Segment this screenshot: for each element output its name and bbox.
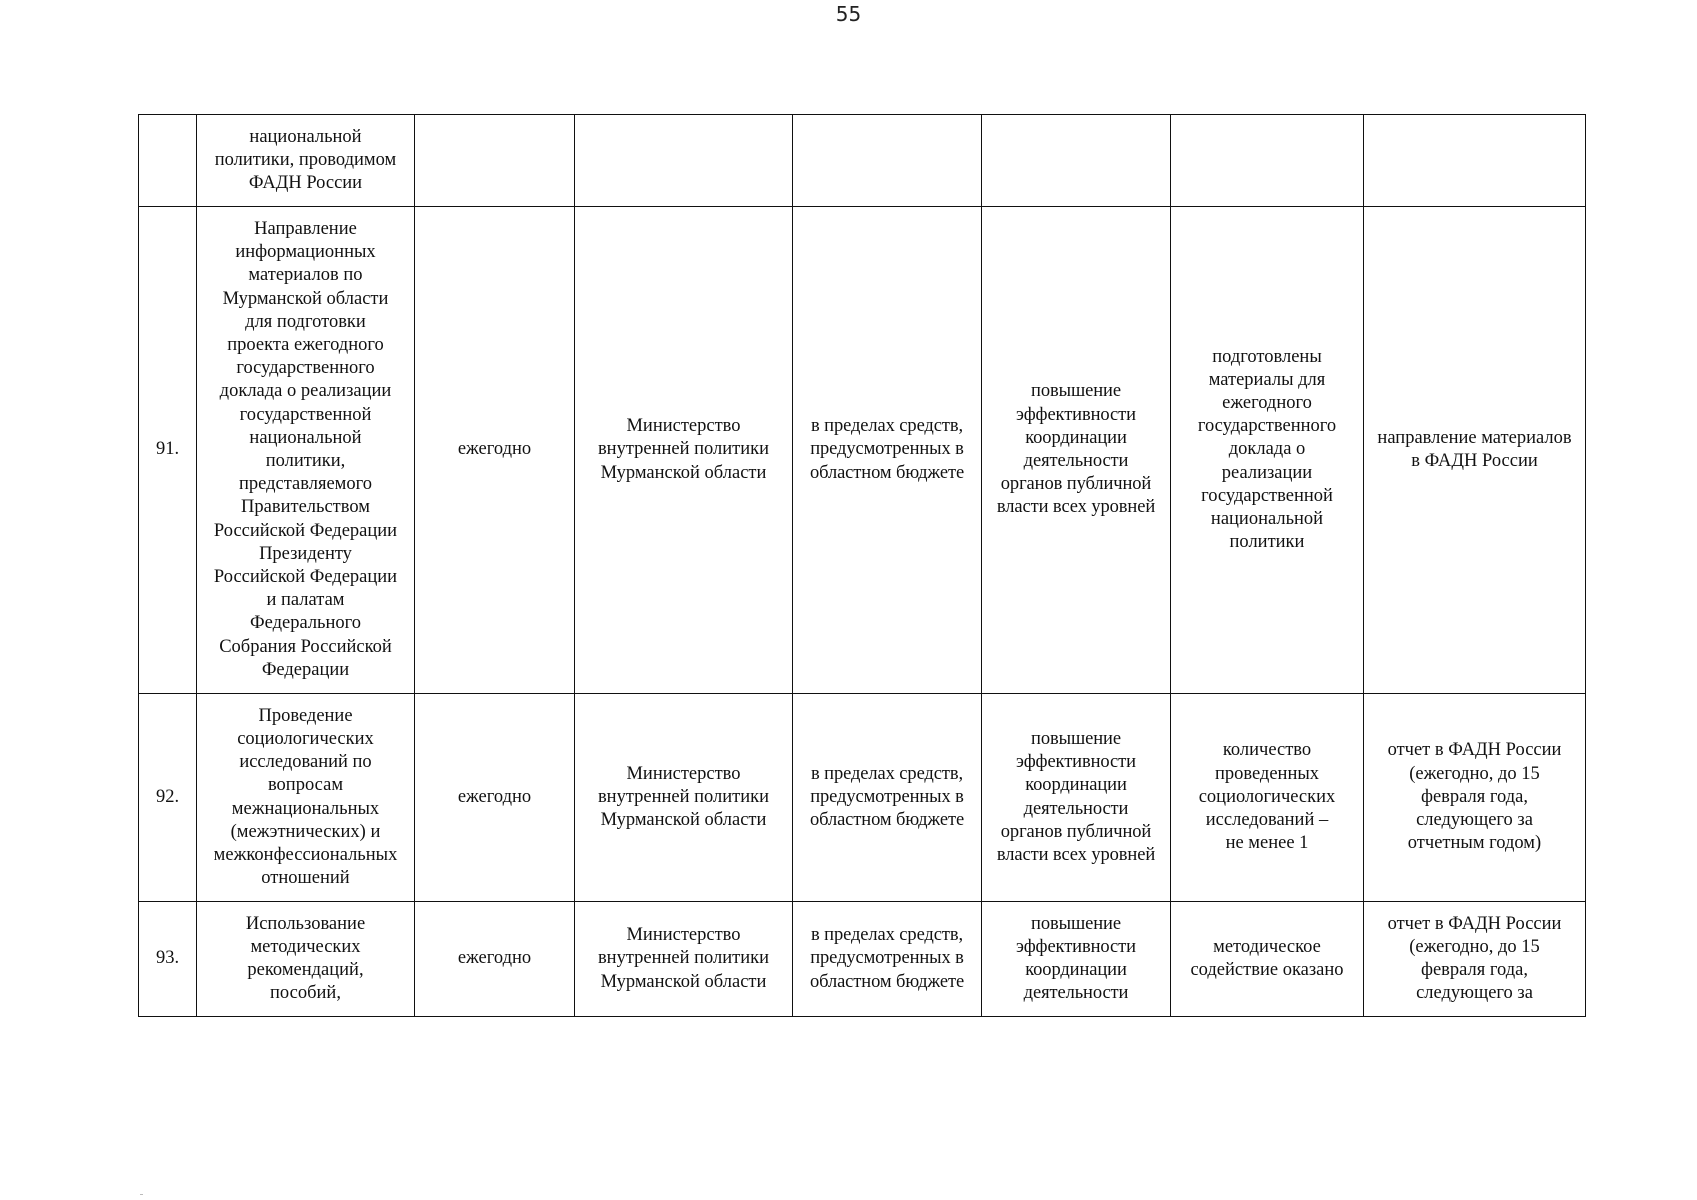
executor-cell <box>575 902 793 1017</box>
event-text-line: материалов по <box>248 265 363 286</box>
event-text-line: проекта ежегодного <box>227 334 384 355</box>
result-text-line: следующего за <box>1416 810 1533 831</box>
event-text-line: и палатам <box>266 590 345 611</box>
executor-text-line: Мурманской области <box>600 462 767 483</box>
event-text-line: национальной <box>249 126 362 147</box>
indicator-text-line: государственной <box>1201 485 1333 506</box>
goal-cell <box>982 902 1171 1017</box>
event-text-line: ФАДН России <box>248 173 363 194</box>
event-cell <box>197 115 415 207</box>
executor-cell <box>575 694 793 902</box>
row-number-cell: 92. <box>139 694 197 902</box>
goal-text-line: координации <box>1025 775 1127 796</box>
event-text-line: рекомендаций, <box>247 960 364 980</box>
event-cell <box>197 694 415 902</box>
goal-text-line: деятельности <box>1023 798 1129 819</box>
event-text-line: представляемого <box>238 474 373 495</box>
goal-cell <box>982 694 1171 902</box>
event-text-line: Мурманской области <box>222 288 389 309</box>
financing-text-line: в пределах средств, <box>810 416 964 437</box>
indicator-text-line: исследований – <box>1205 810 1329 831</box>
event-text-line: пособий, <box>270 983 341 1004</box>
indicator-text-line: не менее 1 <box>1225 833 1309 854</box>
table-row-91 <box>139 207 1586 694</box>
result-text-line: февраля года, <box>1420 786 1529 807</box>
row-number-cell: 91. <box>139 207 197 694</box>
term-cell: ежегодно <box>415 694 575 902</box>
result-text-line: в ФАДН России <box>1411 451 1538 471</box>
event-text-line: Президенту <box>259 543 352 564</box>
term-cell <box>415 115 575 207</box>
result-cell <box>1364 694 1586 902</box>
executor-cell <box>575 115 793 207</box>
indicator-text-line: политики <box>1229 532 1305 553</box>
indicator-text-line: реализации <box>1221 462 1313 483</box>
goal-cell <box>982 115 1171 207</box>
financing-cell <box>793 115 982 207</box>
event-text-line: межнациональных <box>231 798 380 819</box>
result-text-line: (ежегодно, до 15 <box>1409 936 1540 957</box>
financing-text-line: в пределах средств, <box>810 925 964 946</box>
executor-text-line: Мурманской области <box>600 971 767 992</box>
indicator-cell <box>1171 207 1364 694</box>
event-text-line: Федерального <box>249 613 362 634</box>
financing-text-line: областном бюджете <box>809 462 965 483</box>
result-text-line: отчетным годом) <box>1407 833 1542 854</box>
result-cell <box>1364 207 1586 694</box>
goal-text-line: повышение <box>1031 381 1121 402</box>
indicator-text-line: проведенных <box>1214 763 1320 784</box>
term-cell: ежегодно <box>415 207 575 694</box>
table-row-continuation <box>139 115 1586 207</box>
scan-artifact <box>140 1194 143 1195</box>
result-cell <box>1364 115 1586 207</box>
executor-text-line: Министерство <box>626 416 741 437</box>
financing-cell <box>793 902 982 1017</box>
financing-cell <box>793 694 982 902</box>
goal-text-line: эффективности <box>1016 752 1136 773</box>
goal-text-line: деятельности <box>1023 983 1129 1004</box>
financing-cell <box>793 207 982 694</box>
event-text-line: межконфессиональных <box>213 844 398 865</box>
indicator-text-line: материалы для <box>1208 369 1326 390</box>
goal-text-line: органов публичной <box>1000 821 1152 842</box>
goal-text-line: повышение <box>1031 728 1121 749</box>
event-cell <box>197 207 415 694</box>
goal-cell <box>982 207 1171 694</box>
event-text-line: доклада о реализации <box>219 381 392 402</box>
event-text-line: политики, <box>265 451 346 471</box>
goal-text-line: эффективности <box>1016 936 1136 957</box>
table-row-92 <box>139 694 1586 902</box>
event-text-line: социологических <box>237 728 374 749</box>
result-text-line: отчет в ФАДН России <box>1387 913 1562 934</box>
goal-text-line: власти всех уровней <box>996 497 1156 518</box>
goal-text-line: эффективности <box>1016 404 1136 425</box>
indicator-text-line: методическое <box>1213 936 1321 957</box>
event-text-line: национальной <box>249 427 362 448</box>
indicator-text-line: доклада о <box>1228 439 1306 460</box>
row-number-cell: 93. <box>139 902 197 1017</box>
indicator-text-line: ежегодного <box>1222 392 1312 413</box>
event-text-line: методических <box>250 936 361 957</box>
action-plan-table <box>138 114 1586 1017</box>
executor-text-line: Мурманской области <box>600 810 767 831</box>
goal-text-line: повышение <box>1031 913 1121 934</box>
event-text-line: Федерации <box>261 659 350 680</box>
event-text-line: исследований по <box>239 752 372 773</box>
indicator-text-line: содействие оказано <box>1190 960 1344 980</box>
event-text-line: Направление <box>254 218 357 239</box>
table-row-93 <box>139 902 1586 1017</box>
event-text-line: Проведение <box>258 705 353 726</box>
financing-text-line: предусмотренных в <box>810 786 964 807</box>
event-text-line: государственного <box>236 358 375 379</box>
goal-text-line: власти всех уровней <box>996 844 1156 865</box>
executor-text-line: Министерство <box>626 925 741 946</box>
event-text-line: политики, проводимом <box>214 149 397 170</box>
result-text-line: направление материалов <box>1377 427 1572 448</box>
indicator-cell <box>1171 115 1364 207</box>
financing-text-line: предусмотренных в <box>810 439 964 460</box>
result-text-line: отчет в ФАДН России <box>1387 740 1562 761</box>
event-text-line: для подготовки <box>245 311 366 332</box>
row-number-cell <box>139 115 197 207</box>
event-text-line: Российской Федерации <box>213 567 398 588</box>
financing-text-line: областном бюджете <box>809 810 965 831</box>
indicator-text-line: подготовлены <box>1212 346 1322 367</box>
event-text-line: информационных <box>235 242 376 263</box>
event-text-line: (межэтнических) и <box>230 821 381 842</box>
indicator-text-line: социологических <box>1198 786 1336 807</box>
financing-text-line: областном бюджете <box>809 971 965 992</box>
goal-text-line: координации <box>1025 427 1127 448</box>
event-text-line: государственной <box>239 404 372 425</box>
result-text-line: (ежегодно, до 15 <box>1409 763 1540 784</box>
indicator-cell <box>1171 694 1364 902</box>
executor-cell <box>575 207 793 694</box>
financing-text-line: предусмотренных в <box>810 948 964 969</box>
term-cell: ежегодно <box>415 902 575 1017</box>
indicator-cell <box>1171 902 1364 1017</box>
event-text-line: Использование <box>245 913 366 934</box>
event-cell <box>197 902 415 1017</box>
event-text-line: Правительством <box>241 497 370 518</box>
goal-text-line: координации <box>1025 960 1127 980</box>
indicator-text-line: национальной <box>1210 509 1324 529</box>
result-text-line: февраля года, <box>1420 960 1529 980</box>
executor-text-line: Министерство <box>626 763 741 784</box>
financing-text-line: в пределах средств, <box>810 763 964 784</box>
executor-text-line: внутренней политики <box>597 948 770 969</box>
event-text-line: отношений <box>261 868 350 889</box>
event-text-line: вопросам <box>267 775 344 796</box>
executor-text-line: внутренней политики <box>597 786 770 807</box>
goal-text-line: деятельности <box>1023 451 1129 471</box>
page-number: 55 <box>835 2 862 26</box>
executor-text-line: внутренней политики <box>597 439 770 460</box>
result-cell <box>1364 902 1586 1017</box>
event-text-line: Собрания Российской <box>219 636 392 657</box>
goal-text-line: органов публичной <box>1000 474 1152 495</box>
event-text-line: Российской Федерации <box>213 520 398 541</box>
result-text-line: следующего за <box>1416 983 1533 1004</box>
indicator-text-line: количество <box>1222 740 1312 761</box>
indicator-text-line: государственного <box>1197 416 1337 437</box>
